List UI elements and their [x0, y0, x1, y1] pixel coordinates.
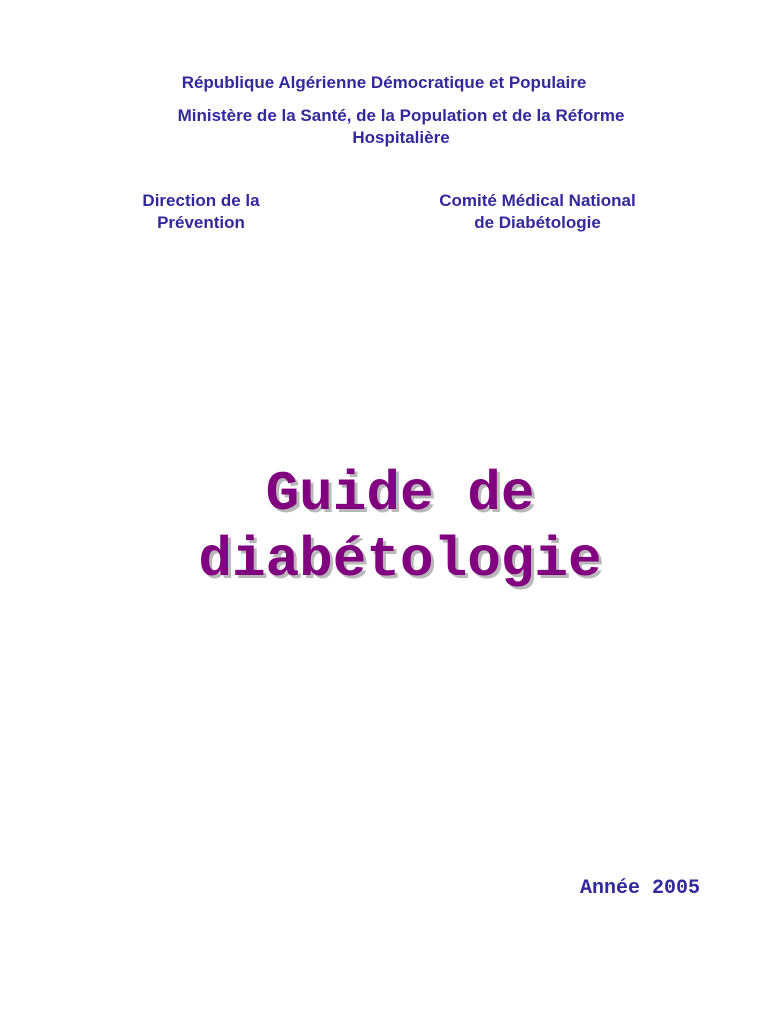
comite-line-1: Comité Médical National: [439, 191, 636, 210]
comite-line-2: de Diabétologie: [474, 213, 601, 232]
title-line-1: Guide de: [265, 462, 535, 526]
title-line-2: diabétologie: [198, 528, 602, 592]
republic-text: République Algérienne Démocratique et Populaire: [181, 73, 587, 92]
direction-block: [120, 190, 282, 234]
republic-heading: [0, 72, 768, 94]
ministry-line-2: Hospitalière: [352, 128, 450, 147]
year-label: Année 2005: [579, 877, 700, 900]
comite-block: [405, 190, 670, 234]
direction-line-2: Prévention: [157, 213, 245, 232]
direction-line-1: Direction de la: [142, 191, 260, 210]
ministry-heading: [0, 105, 768, 149]
ministry-line-1: Ministère de la Santé, de la Population et de la Réforme: [177, 106, 625, 125]
